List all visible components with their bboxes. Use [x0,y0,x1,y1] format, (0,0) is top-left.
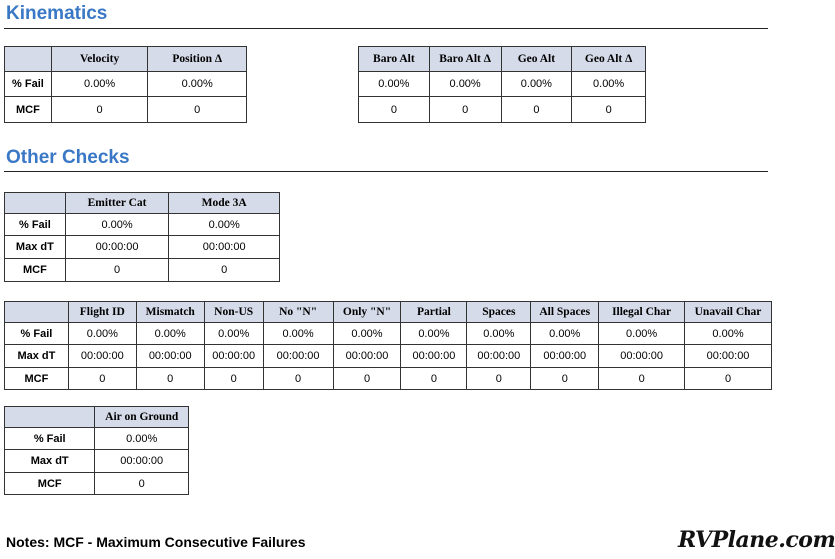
column-header: Baro Alt Δ [429,47,501,72]
table-cell: 0 [204,368,263,390]
row-label: Max dT [5,450,95,473]
row-label: MCF [5,368,69,390]
air-on-ground-table [4,406,189,495]
table-cell: 00:00:00 [136,345,204,368]
table-cell: 0.00% [599,323,685,345]
table-cell: 0 [51,97,148,123]
table-cell: 0.00% [95,428,189,450]
table-cell: 0 [65,259,169,282]
table-cell: 0 [467,368,531,390]
table-row [5,473,189,495]
table-cell: 0 [136,368,204,390]
table-row [5,72,247,97]
table-cell: 0.00% [467,323,531,345]
column-header: Air on Ground [95,407,189,428]
table-cell: 0.00% [136,323,204,345]
table-cell: 0.00% [429,72,501,97]
kinematics-divider [4,28,768,29]
column-header: No "N" [263,302,333,323]
table-cell: 00:00:00 [685,345,772,368]
table-cell: 0.00% [685,323,772,345]
table-cell: 0 [95,473,189,495]
table-row [5,97,247,123]
table-corner-cell [5,302,69,323]
row-label: MCF [5,259,66,282]
table-cell: 00:00:00 [401,345,467,368]
table-cell: 0.00% [204,323,263,345]
table-row [5,259,280,282]
table-row [5,450,189,473]
table-cell: 0 [501,97,572,123]
table-cell: 0.00% [263,323,333,345]
table-cell: 0.00% [169,214,280,236]
table-row [5,323,772,345]
other-checks-divider [4,171,768,172]
table-header-row [5,193,280,214]
column-header: Geo Alt Δ [572,47,646,72]
table-header-row [5,407,189,428]
emitter-mode-table [4,192,280,282]
table-cell: 0 [263,368,333,390]
column-header: Emitter Cat [65,193,169,214]
table-cell: 0 [359,97,430,123]
kinematics-velocity-table [4,46,247,123]
table-corner-cell [5,47,52,72]
column-header: Spaces [467,302,531,323]
table-row [359,97,646,123]
table-cell: 0 [572,97,646,123]
row-label: Max dT [5,345,69,368]
row-label: % Fail [5,428,95,450]
table-row [359,72,646,97]
table-cell: 00:00:00 [467,345,531,368]
table-header-row [5,302,772,323]
row-label: % Fail [5,72,52,97]
column-header: Non-US [204,302,263,323]
table-row [5,214,280,236]
kinematics-heading: Kinematics [6,3,108,24]
table-cell: 00:00:00 [95,450,189,473]
column-header: Geo Alt [501,47,572,72]
column-header: Mismatch [136,302,204,323]
other-checks-heading: Other Checks [6,147,130,168]
table-cell: 0.00% [148,72,247,97]
table-cell: 00:00:00 [333,345,401,368]
flight-id-table [4,301,772,390]
row-label: % Fail [5,323,69,345]
table-cell: 00:00:00 [65,236,169,259]
table-header-row [5,47,247,72]
column-header: Velocity [51,47,148,72]
row-label: Max dT [5,236,66,259]
column-header: Partial [401,302,467,323]
table-cell: 0 [68,368,136,390]
table-corner-cell [5,193,66,214]
table-corner-cell [5,407,95,428]
notes-text: Notes: MCF - Maximum Consecutive Failures [6,534,306,550]
table-cell: 0 [169,259,280,282]
table-cell: 0.00% [333,323,401,345]
table-cell: 0 [429,97,501,123]
table-cell: 0 [401,368,467,390]
table-cell: 00:00:00 [169,236,280,259]
row-label: % Fail [5,214,66,236]
column-header: Unavail Char [685,302,772,323]
table-cell: 0.00% [531,323,599,345]
column-header: Illegal Char [599,302,685,323]
table-row [5,428,189,450]
table-cell: 0.00% [65,214,169,236]
row-label: MCF [5,97,52,123]
table-row [5,368,772,390]
column-header: Only "N" [333,302,401,323]
table-cell: 0.00% [68,323,136,345]
table-cell: 0.00% [572,72,646,97]
table-cell: 0 [148,97,247,123]
table-cell: 00:00:00 [263,345,333,368]
table-cell: 00:00:00 [531,345,599,368]
table-cell: 0.00% [501,72,572,97]
table-cell: 0 [333,368,401,390]
table-cell: 0 [531,368,599,390]
column-header: Position Δ [148,47,247,72]
table-cell: 00:00:00 [204,345,263,368]
table-cell: 0.00% [51,72,148,97]
table-cell: 00:00:00 [68,345,136,368]
table-header-row [359,47,646,72]
site-watermark: RVPlane.com [678,527,835,553]
column-header: Baro Alt [359,47,430,72]
table-cell: 0 [599,368,685,390]
table-row [5,236,280,259]
kinematics-altitude-table [358,46,646,123]
table-cell: 0 [685,368,772,390]
table-row [5,345,772,368]
column-header: Flight ID [68,302,136,323]
column-header: Mode 3A [169,193,280,214]
table-cell: 0.00% [359,72,430,97]
column-header: All Spaces [531,302,599,323]
row-label: MCF [5,473,95,495]
table-cell: 00:00:00 [599,345,685,368]
table-cell: 0.00% [401,323,467,345]
